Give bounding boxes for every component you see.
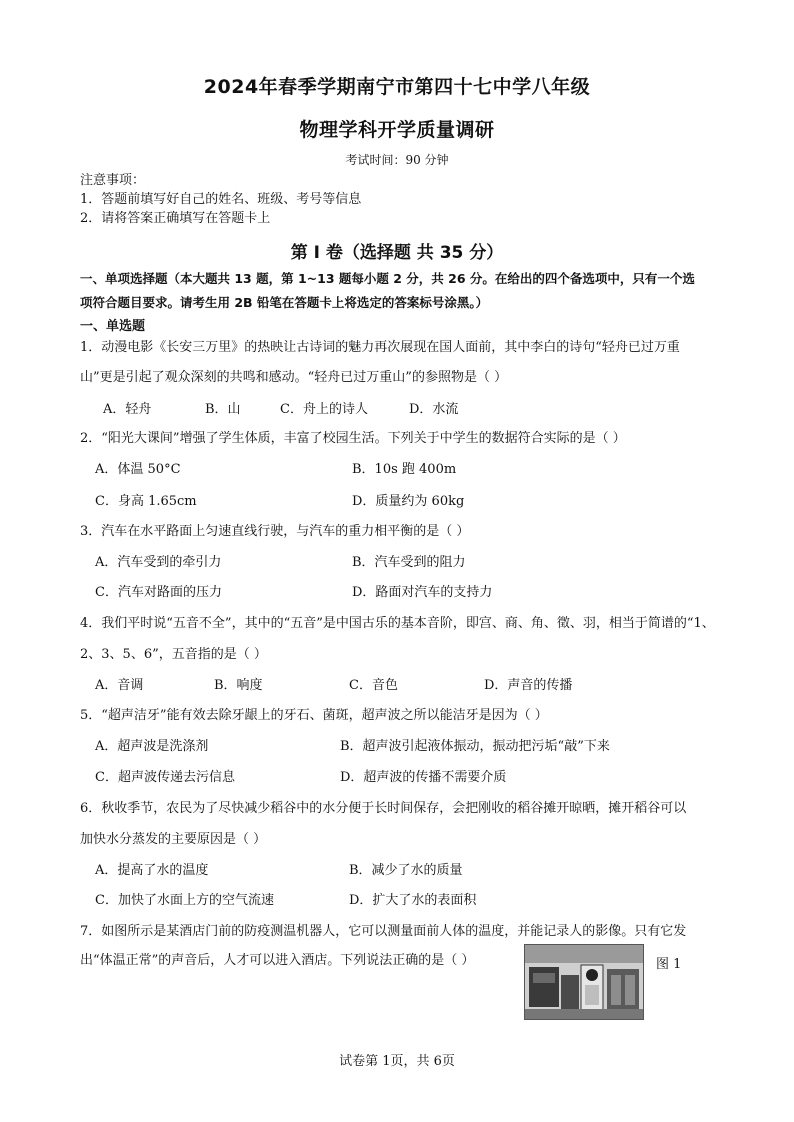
question-4-option-a: A．音调 — [95, 678, 144, 693]
question-6-option-b: B．减少了水的质量 — [349, 863, 463, 878]
question-2-option-c: C．身高 1.65cm — [95, 494, 197, 509]
question-5-option-d: D．超声波的传播不需要介质 — [340, 770, 507, 785]
page-footer: 试卷第 1页，共 6页 — [339, 1054, 455, 1069]
notice-heading: 注意事项： — [80, 173, 146, 188]
figure-label: 图 1 — [656, 957, 682, 972]
question-2-option-a: A．体温 50°C — [95, 462, 181, 477]
notice-item: 2．请将答案正确填写在答题卡上 — [80, 211, 271, 226]
question-1-option-c: C．舟上的诗人 — [280, 402, 368, 417]
exam-title-line1: 2024年春季学期南宁市第四十七中学八年级 — [203, 76, 591, 98]
question-6-option-d: D．扩大了水的表面积 — [349, 893, 477, 908]
question-1-option-b: B．山 — [205, 402, 241, 417]
notice-item: 1．答题前填写好自己的姓名、班级、考号等信息 — [80, 192, 362, 207]
robot-photo-figure — [524, 944, 644, 1020]
question-6-stem: 6．秋收季节，农民为了尽快减少稻谷中的水分便于长时间保存，会把刚收的稻谷摊开晾晒，摊开稻谷可以 — [80, 801, 687, 816]
question-2-option-b: B．10s 跑 400m — [352, 462, 457, 477]
exam-time: 考试时间：90 分钟 — [345, 153, 449, 167]
question-1-option-a: A．轻舟 — [103, 402, 152, 417]
question-4-option-d: D．声音的传播 — [484, 678, 573, 693]
section-instruction: 项符合题目要求。请考生用 2B 铅笔在答题卡上将选定的答案标号涂黑。） — [80, 295, 489, 310]
section-instruction: 一、单项选择题（本大题共 13 题，第 1~13 题每小题 2 分，共 26 分。在给出的四个备选项中，只有一个选 — [80, 271, 695, 286]
question-4-stem: 2、3、5、6”，五音指的是（ ） — [80, 647, 267, 662]
question-5-option-a: A．超声波是洗涤剂 — [95, 739, 209, 754]
question-5-option-c: C．超声波传递去污信息 — [95, 770, 235, 785]
question-3-option-c: C．汽车对路面的压力 — [95, 585, 222, 600]
robot-photo-image — [525, 945, 643, 1019]
section-title: 第 I 卷（选择题 共 35 分） — [290, 243, 504, 263]
question-1-stem: 1．动漫电影《长安三万里》的热映让古诗词的魅力再次展现在国人面前，其中李白的诗句“轻舟已过万重 — [80, 340, 680, 355]
question-2-stem: 2．“阳光大课间”增强了学生体质，丰富了校园生活。下列关于中学生的数据符合实际的是（ ） — [80, 431, 626, 446]
question-1-stem: 山”更是引起了观众深刻的共鸣和感动。“轻舟已过万重山”的参照物是（ ） — [80, 370, 508, 385]
question-4-option-c: C．音色 — [349, 678, 398, 693]
question-6-option-c: C．加快了水面上方的空气流速 — [95, 893, 274, 908]
question-3-stem: 3．汽车在水平路面上匀速直线行驶，与汽车的重力相平衡的是（ ） — [80, 524, 470, 539]
question-7-stem: 出“体温正常”的声音后，人才可以进入酒店。下列说法正确的是（ ） — [80, 953, 475, 968]
question-6-option-a: A．提高了水的温度 — [95, 863, 209, 878]
question-2-option-d: D．质量约为 60kg — [352, 494, 465, 509]
exam-title-line2: 物理学科开学质量调研 — [299, 119, 495, 141]
question-4-option-b: B．响度 — [214, 678, 263, 693]
question-3-option-a: A．汽车受到的牵引力 — [95, 555, 222, 570]
section-subheading: 一、单选题 — [80, 319, 146, 334]
question-7-stem: 7．如图所示是某酒店门前的防疫测温机器人，它可以测量面前人体的温度，并能记录人的影像。只有它发 — [80, 924, 687, 939]
question-5-stem: 5．“超声洁牙”能有效去除牙龈上的牙石、菌斑，超声波之所以能洁牙是因为（ ） — [80, 708, 548, 723]
question-3-option-b: B．汽车受到的阻力 — [352, 555, 466, 570]
question-6-stem: 加快水分蒸发的主要原因是（ ） — [80, 832, 267, 847]
question-1-option-d: D．水流 — [409, 402, 459, 417]
question-5-option-b: B．超声波引起液体振动，振动把污垢“敲”下来 — [340, 739, 610, 754]
question-4-stem: 4．我们平时说“五音不全”，其中的“五音”是中国古乐的基本音阶，即宫、商、角、徵、羽，相当于简谱的“1、 — [80, 616, 715, 631]
question-3-option-d: D．路面对汽车的支持力 — [352, 585, 493, 600]
